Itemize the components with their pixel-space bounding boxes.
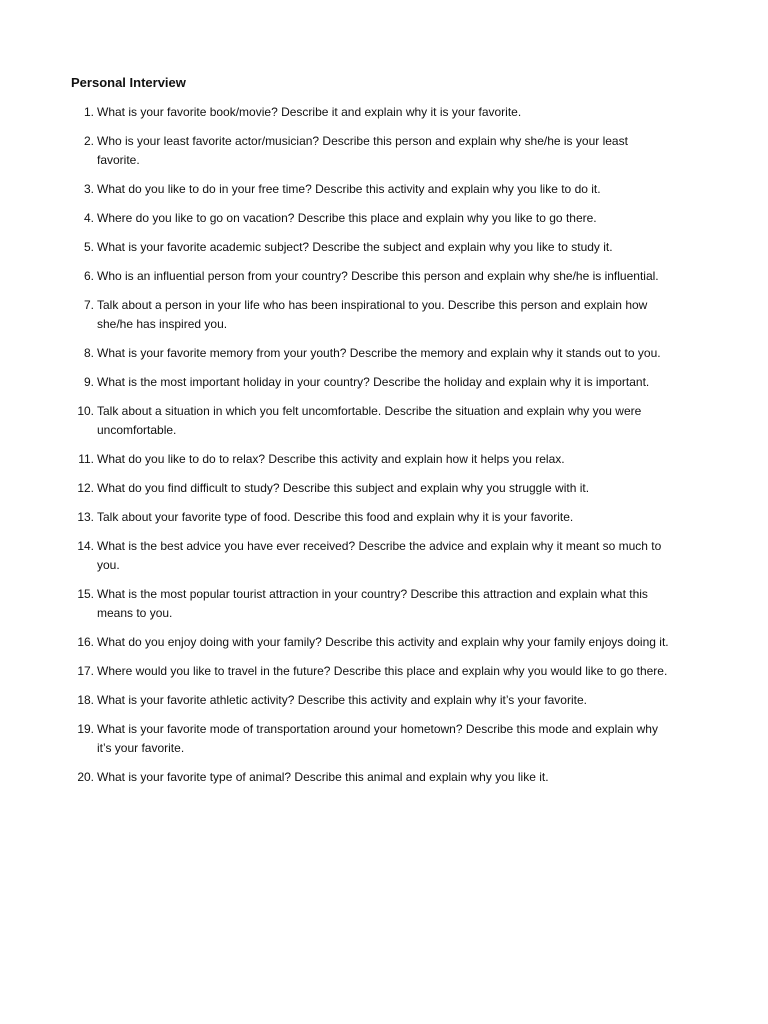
question-text: Who is an influential person from your country? Describe this person and explain why she/he is influential. — [97, 269, 659, 283]
question-number: 14. — [77, 539, 94, 553]
question-number: 10. — [77, 404, 94, 418]
question-text: What do you like to do in your free time? Describe this activity and explain why you like to do it. — [97, 182, 601, 196]
question-text: What is your favorite academic subject? Describe the subject and explain why you like to study it. — [97, 240, 613, 254]
question-number: 15. — [77, 587, 94, 601]
question-item — [0, 180, 669, 199]
question-item — [0, 373, 669, 392]
question-text: What do you enjoy doing with your family? Describe this activity and explain why your family enjoys doing it. — [97, 635, 669, 649]
question-number: 20. — [77, 770, 94, 784]
question-text: What is your favorite mode of transportation around your hometown? Describe this mode and explain why it’s your favorite. — [97, 722, 658, 755]
question-item — [0, 267, 669, 286]
question-number: 1. — [83, 105, 94, 119]
question-text: What do you find difficult to study? Describe this subject and explain why you struggle with it. — [97, 481, 590, 495]
question-number: 13. — [77, 510, 94, 524]
question-item — [0, 402, 669, 440]
page-title: Personal Interview — [71, 75, 186, 90]
question-text: What do you like to do to relax? Describe this activity and explain how it helps you relax. — [97, 452, 565, 466]
question-number: 2. — [83, 134, 94, 148]
question-text: What is your favorite athletic activity? Describe this activity and explain why it’s your favorite. — [97, 693, 587, 707]
question-number: 3. — [83, 182, 94, 196]
question-item — [0, 209, 669, 228]
question-number: 8. — [83, 346, 94, 360]
question-number: 18. — [77, 693, 94, 707]
question-list — [0, 103, 768, 797]
question-item — [0, 508, 669, 527]
question-text: Where do you like to go on vacation? Describe this place and explain why you like to go there. — [97, 211, 597, 225]
question-number: 17. — [77, 664, 94, 678]
question-number: 9. — [83, 375, 94, 389]
question-item — [0, 585, 669, 623]
question-text: What is your favorite memory from your youth? Describe the memory and explain why it stands out to you. — [97, 346, 661, 360]
question-text: Talk about your favorite type of food. Describe this food and explain why it is your favorite. — [97, 510, 574, 524]
question-text: Where would you like to travel in the future? Describe this place and explain why you would like to go there. — [97, 664, 668, 678]
question-item — [0, 537, 669, 575]
question-text: What is the best advice you have ever received? Describe the advice and explain why it meant so much to you. — [97, 539, 662, 572]
question-number: 6. — [83, 269, 94, 283]
question-item — [0, 479, 669, 498]
question-number: 4. — [83, 211, 94, 225]
question-item — [0, 633, 669, 652]
question-item — [0, 344, 669, 363]
question-number: 7. — [83, 298, 94, 312]
question-number: 16. — [77, 635, 94, 649]
question-text: Who is your least favorite actor/musician? Describe this person and explain why she/he is your least favorite. — [97, 134, 628, 167]
question-text: What is the most important holiday in your country? Describe the holiday and explain why it is important. — [97, 375, 650, 389]
question-item — [0, 691, 669, 710]
question-text: What is your favorite book/movie? Describe it and explain why it is your favorite. — [97, 105, 522, 119]
question-item — [0, 238, 669, 257]
question-item — [0, 132, 669, 170]
question-number: 11. — [78, 452, 94, 466]
question-number: 5. — [83, 240, 94, 254]
question-text: What is the most popular tourist attraction in your country? Describe this attraction and explain what this means to you. — [97, 587, 648, 620]
question-number: 12. — [77, 481, 94, 495]
question-number: 19. — [77, 722, 94, 736]
question-item — [0, 103, 669, 122]
question-item — [0, 768, 669, 787]
question-text: What is your favorite type of animal? Describe this animal and explain why you like it. — [97, 770, 549, 784]
question-item — [0, 662, 669, 681]
question-text: Talk about a situation in which you felt uncomfortable. Describe the situation and explain why you were uncomfortable. — [97, 404, 642, 437]
question-item — [0, 296, 669, 334]
question-text: Talk about a person in your life who has been inspirational to you. Describe this person and explain how she/he has inspired you. — [97, 298, 648, 331]
question-item — [0, 720, 669, 758]
question-item — [0, 450, 669, 469]
